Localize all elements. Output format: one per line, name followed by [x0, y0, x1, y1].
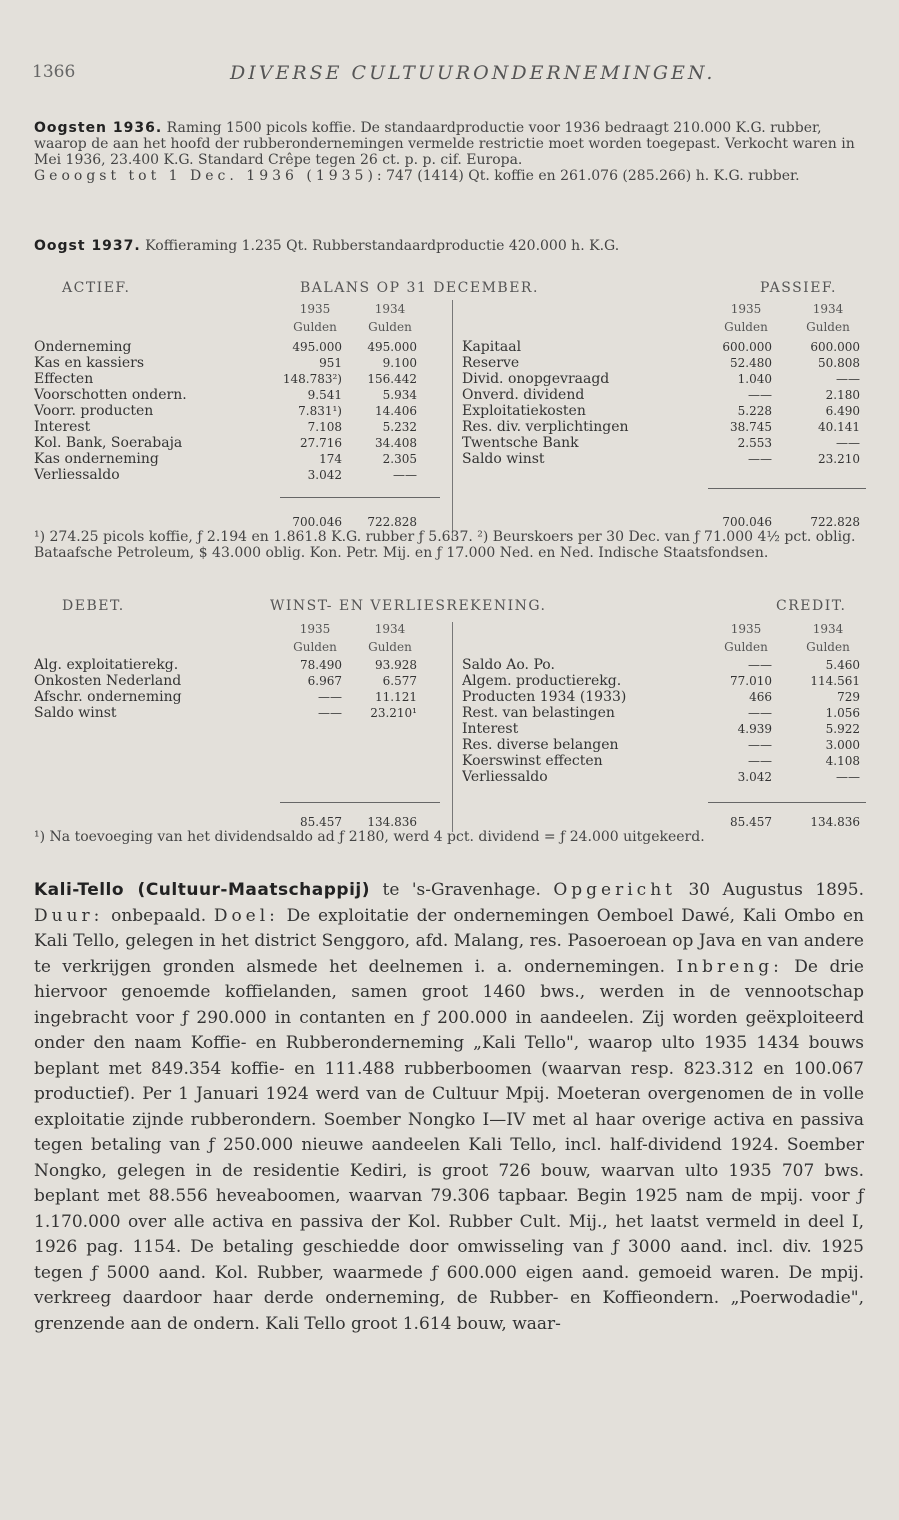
row-label: Exploitatiekosten [462, 403, 586, 419]
row-value-1935: 5.228 [737, 404, 772, 418]
row-label: Voorr. producten [34, 403, 154, 419]
row-value-1934: 114.561 [810, 674, 860, 688]
row-value-1935: —— [748, 452, 772, 466]
row-value-1934: —— [836, 770, 860, 784]
winst-title: WINST- EN VERLIESREKENING. [270, 598, 547, 614]
row-label: Onkosten Nederland [34, 673, 182, 689]
oogst-1937-lead: Oogst 1937. [34, 238, 141, 254]
row-label: Afschr. onderneming [34, 689, 182, 705]
row-label: Verliessaldo [34, 467, 120, 483]
row-label: Saldo winst [462, 451, 545, 467]
kali-tello-text-4: De exploitatie der ondernemingen Oemboel Dawé, Kali Ombo en Kali Tello, gelegen in het district Senggoro, afd. Malang, res. Pasoeroean op Java en van andere te verkrijgen gronden alsmede het deelnemen i. a. ondernemingen. [34, 905, 864, 977]
row-value-1934: 5.922 [825, 722, 860, 736]
winst-credit-unit-b: Gulden [806, 640, 850, 654]
balans-passief-unit-a: Gulden [724, 320, 768, 334]
balans-passief-year-a: 1935 [730, 302, 762, 316]
oogst-1937-paragraph [34, 238, 868, 254]
row-value-1935: 1.040 [737, 372, 772, 386]
row-value-1934: 9.100 [382, 356, 417, 370]
row-label: Reserve [462, 355, 520, 371]
row-value-1934: 156.442 [367, 372, 417, 386]
row-label: Res. diverse belangen [462, 737, 619, 753]
row-value-1935: —— [748, 738, 772, 752]
winst-credit-year-a: 1935 [730, 622, 762, 636]
balans-passief-unit-b: Gulden [806, 320, 850, 334]
running-header [30, 62, 870, 88]
row-value-1934: 34.408 [375, 436, 417, 450]
row-value-1935: 174 [319, 452, 342, 466]
winst-debet-unit-a: Gulden [293, 640, 337, 654]
winst-credit-unit-a: Gulden [724, 640, 768, 654]
oogst-1937-text: Koffieraming 1.235 Qt. Rubberstandaardproductie 420.000 h. K.G. [140, 238, 620, 254]
row-label: Interest [462, 721, 519, 737]
row-value-1935: 52.480 [730, 356, 772, 370]
row-value-1935: 3.042 [737, 770, 772, 784]
row-label: Kol. Bank, Soerabaja [34, 435, 183, 451]
balans-actief-total-a: 700.046 [292, 515, 342, 529]
row-value-1934: —— [836, 436, 860, 450]
row-label: Voorschotten ondern. [34, 387, 187, 403]
row-label: Verliessaldo [462, 769, 548, 785]
row-value-1935: 495.000 [292, 340, 342, 354]
kali-tello-text-2: 30 Augustus 1895. [676, 880, 864, 900]
row-label: Kas onderneming [34, 451, 159, 467]
row-label: Kas en kassiers [34, 355, 145, 371]
row-value-1934: 14.406 [375, 404, 417, 418]
geoogst-label: Geoogst tot 1 Dec. 1936 (1935) [34, 168, 377, 184]
winst-debet-total-a: 85.457 [300, 815, 342, 829]
winst-debet-unit-b: Gulden [368, 640, 412, 654]
row-value-1935: 6.967 [307, 674, 342, 688]
balans-actief-title: ACTIEF. [62, 280, 131, 296]
winst-credit-total-a: 85.457 [730, 815, 772, 829]
kali-tello-text-5: De drie hiervoor genoemde koffielanden, samen groot 1460 bws., werden in de vennootschap ingebracht voor ƒ 290.000 in contanten en ƒ 200.000 in aandeelen. Zij worden geëxploiteerd onder den naam Koffie- en Rubberonderneming „Kali Tello", waarop ulto 1935 1434 bouws beplant met 849.354 koffie- en 111.488 rubberboomen (waarvan resp. 823.312 en 100.067 productief). Per 1 Januari 1924 werd van de Cultuur Mpij. Moeteran overgenomen de in volle exploitatie zijnde rubberondern. Soember Nongko I—IV met al haar overige activa en passiva tegen betaling van ƒ 250.000 nieuwe aandeelen Kali Tello, incl. half-dividend 1924. Soember Nongko, gelegen in de residentie Kediri, is groot 726 bouw, waarvan ulto 1935 707 bws. beplant met 88.556 heveaboomen, waarvan 79.306 tapbaar. Begin 1925 nam de mpij. voor ƒ 1.170.000 over alle activa en passiva der Kol. Rubber Cult. Mij., het laatst vermeld in deel I, 1926 pag. 1154. De betaling geschiedde door omwisseling van ƒ 3000 aand. incl. div. 1925 tegen ƒ 5000 aand. Kol. Rubber, waarmede ƒ 600.000 eigen aand. gemoeid waren. De mpij. verkreeg daardoor haar derde onderneming, de Rubber- en Koffieondern. „Poerwodadie", grenzende aan de ondern. Kali Tello groot 1.614 bouw, waar- [34, 956, 864, 1334]
row-value-1934: 23.210¹ [370, 706, 417, 720]
row-value-1935: 4.939 [737, 722, 772, 736]
row-label: Effecten [34, 371, 94, 387]
row-value-1935: —— [748, 754, 772, 768]
row-value-1934: 2.305 [382, 452, 417, 466]
winst-debet-year-b: 1934 [374, 622, 406, 636]
row-label: Koerswinst effecten [462, 753, 603, 769]
geoogst-text: : 747 (1414) Qt. koffie en 261.076 (285.266) h. K.G. rubber. [376, 168, 800, 184]
row-value-1935: 600.000 [722, 340, 772, 354]
row-value-1935: —— [318, 690, 342, 704]
balans-title: BALANS OP 31 DECEMBER. [300, 280, 539, 296]
balans-passief-total-b: 722.828 [810, 515, 860, 529]
row-value-1935: 38.745 [730, 420, 772, 434]
row-label: Interest [34, 419, 91, 435]
row-label: Res. div. verplichtingen [462, 419, 629, 435]
winst-debet-year-a: 1935 [299, 622, 331, 636]
row-label: Onderneming [34, 339, 132, 355]
balans-passief-year-b: 1934 [812, 302, 844, 316]
row-value-1934: 4.108 [825, 754, 860, 768]
winst-footnote: ¹) Na toevoeging van het dividendsaldo ad ƒ 2180, werd 4 pct. dividend = ƒ 24.000 uitgekeerd. [34, 829, 705, 845]
row-value-1935: —— [748, 658, 772, 672]
row-label: Alg. exploitatierekg. [34, 657, 179, 673]
row-value-1934: 495.000 [367, 340, 417, 354]
winst-credit-title: CREDIT. [776, 598, 847, 614]
row-value-1935: 78.490 [300, 658, 342, 672]
row-value-1934: 50.808 [818, 356, 860, 370]
row-value-1934: 5.460 [825, 658, 860, 672]
row-value-1935: 7.831¹) [298, 404, 342, 418]
row-label: Onverd. dividend [462, 387, 585, 403]
kali-tello-text-3: onbepaald. [103, 905, 214, 926]
row-value-1934: 23.210 [818, 452, 860, 466]
balans-passief-total-a: 700.046 [722, 515, 772, 529]
row-value-1935: —— [318, 706, 342, 720]
inbreng-label: Inbreng: [676, 956, 783, 977]
winst-debet-title: DEBET. [62, 598, 125, 614]
row-value-1935: —— [748, 388, 772, 402]
row-label: Producten 1934 (1933) [462, 689, 627, 705]
row-value-1934: 5.232 [382, 420, 417, 434]
row-value-1934: 2.180 [825, 388, 860, 402]
balans-actief-year-b: 1934 [374, 302, 406, 316]
row-value-1935: 27.716 [300, 436, 342, 450]
oogsten-1936-paragraph [34, 120, 868, 184]
doel-label: Doel: [213, 905, 279, 926]
balans-divider [452, 300, 453, 540]
kali-tello-title: Kali-Tello (Cultuur-Maatschappij) [34, 880, 371, 900]
row-value-1934: 600.000 [810, 340, 860, 354]
balans-passief-title: PASSIEF. [760, 280, 837, 296]
balans-footnote: ¹) 274.25 picols koffie, ƒ 2.194 en 1.861.8 K.G. rubber ƒ 5.637. ²) Beurskoers per 30 Dec. van ƒ 71.000 4½ pct. oblig. Bataafsche Petroleum, $ 43.000 oblig. Kon. Petr. Mij. en ƒ 17.000 Ned. en Ned. Indische Staatsfondsen. [34, 529, 856, 561]
duur-label: Duur: [34, 905, 104, 926]
row-value-1935: 3.042 [307, 468, 342, 482]
row-value-1934: 3.000 [825, 738, 860, 752]
row-value-1934: 5.934 [382, 388, 417, 402]
row-value-1935: 9.541 [307, 388, 342, 402]
winst-credit-total-b: 134.836 [810, 815, 860, 829]
balans-actief-unit-b: Gulden [368, 320, 412, 334]
row-value-1934: 40.141 [818, 420, 860, 434]
row-label: Kapitaal [462, 339, 522, 355]
row-label: Saldo winst [34, 705, 117, 721]
row-value-1935: —— [748, 706, 772, 720]
row-value-1935: 466 [749, 690, 772, 704]
row-label: Divid. onopgevraagd [462, 371, 610, 387]
balans-passief-total-rule [708, 488, 866, 489]
oogsten-1936-text: Raming 1500 picols koffie. De standaardproductie voor 1936 bedraagt 210.000 K.G. rubber, waarop de aan het hoofd der rubberondernemingen vermelde restrictie moet worden toegepast. Verkocht waren in Mei 1936, 23.400 K.G. Standard Crêpe tegen 26 ct. p. p. cif. Europa. [34, 120, 855, 168]
row-value-1934: 6.490 [825, 404, 860, 418]
kali-tello-article [34, 878, 864, 1337]
row-value-1934: —— [836, 372, 860, 386]
page-number: 1366 [32, 62, 76, 82]
row-value-1935: 951 [319, 356, 342, 370]
balans-actief-total-rule [280, 497, 440, 498]
row-value-1935: 7.108 [307, 420, 342, 434]
winst-divider [452, 622, 453, 832]
balans-actief-total-b: 722.828 [367, 515, 417, 529]
row-label: Rest. van belastingen [462, 705, 615, 721]
winst-credit-total-rule [708, 802, 866, 803]
oogsten-1936-lead: Oogsten 1936. [34, 120, 163, 136]
row-value-1934: —— [393, 468, 417, 482]
row-label: Algem. productierekg. [462, 673, 622, 689]
row-value-1934: 729 [837, 690, 860, 704]
winst-debet-total-b: 134.836 [367, 815, 417, 829]
row-value-1934: 1.056 [825, 706, 860, 720]
opgericht-label: Opgericht [553, 880, 676, 900]
row-value-1935: 2.553 [737, 436, 772, 450]
row-value-1934: 6.577 [382, 674, 417, 688]
winst-debet-total-rule [280, 802, 440, 803]
balans-actief-unit-a: Gulden [293, 320, 337, 334]
row-label: Saldo Ao. Po. [462, 657, 555, 673]
kali-tello-text-1: te 's-Gravenhage. [370, 880, 554, 900]
row-value-1935: 77.010 [730, 674, 772, 688]
balans-actief-year-a: 1935 [299, 302, 331, 316]
winst-credit-year-b: 1934 [812, 622, 844, 636]
row-value-1934: 11.121 [375, 690, 417, 704]
row-label: Twentsche Bank [462, 435, 579, 451]
row-value-1934: 93.928 [375, 658, 417, 672]
running-title: DIVERSE CULTUURONDERNEMINGEN. [230, 62, 716, 84]
row-value-1935: 148.783²) [282, 372, 342, 386]
